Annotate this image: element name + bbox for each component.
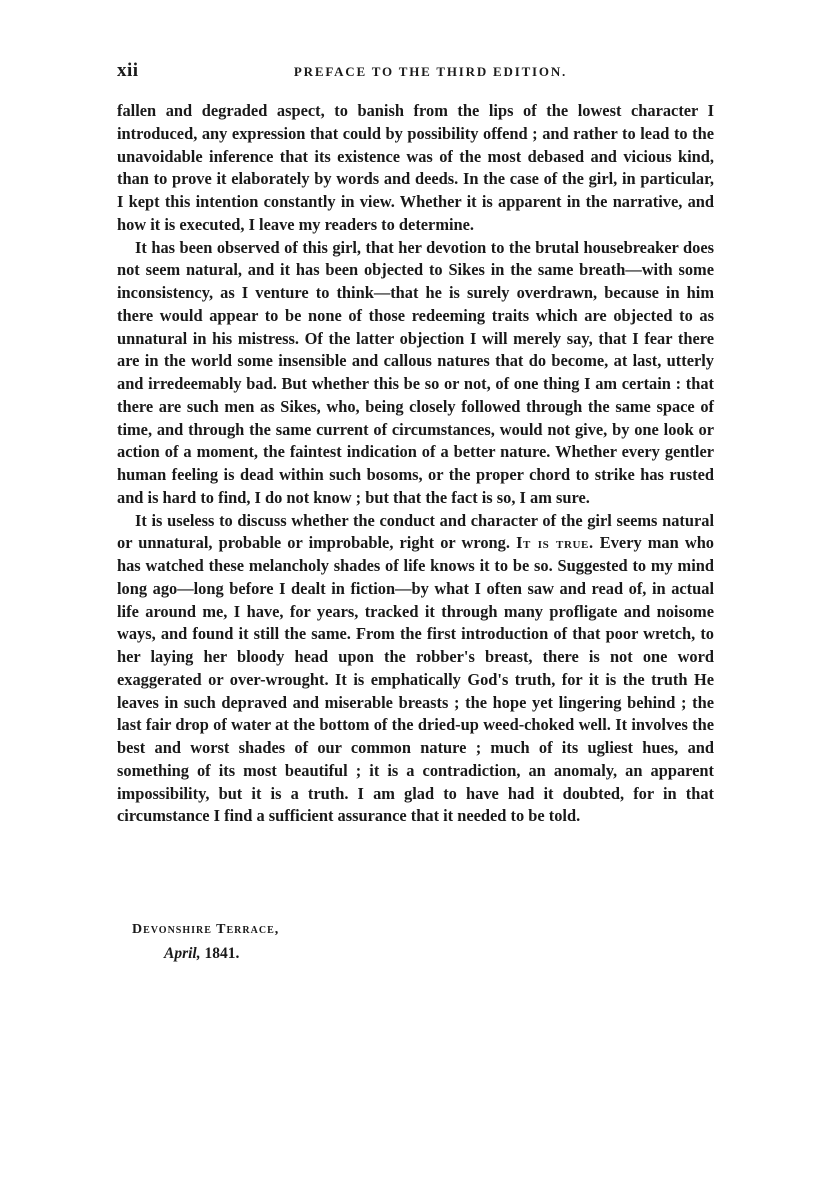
page-number: xii xyxy=(117,60,139,81)
preface-body xyxy=(117,100,714,828)
signature-year: 1841. xyxy=(204,945,240,962)
paragraph-3-text-after: Every man who has watched these melancholy shades of life knows it to be so. Suggested to my mind long ago—long before I dealt in fiction—by what I often saw and read of, in actual life around me, I have, for years, tracked it through many profligate and noisome ways, and found it still the same. From the first introduction of that poor wretch, to her laying her bloody head upon the robber's breast, there is not one word exaggerated or over-wrought. It is emphatically God's truth, for it is the truth He leaves in such depraved and miserable breasts ; the hope yet lingering behind ; the last fair drop of water at the bottom of the dried-up weed-choked well. It involves the best and worst shades of our common nature ; much of its ugliest hues, and something of its most beautiful ; it is a contradiction, an anomaly, an apparent impossibility, but it is a truth. I am glad to have had it doubted, for in that circumstance I find a sufficient assurance that it needed to be told. xyxy=(117,533,715,826)
paragraph-1: fallen and degraded aspect, to banish from the lips of the lowest character I introduced, any expression that could by possibility offend ; and rather to lead to the unavoidable inference that its existence was of the most debased and vicious kind, than to prove it elaborately by words and deeds. In the case of the girl, in particular, I kept this intention constantly in view. Whether it is apparent in the narrative, and how it is executed, I leave my readers to determine. xyxy=(117,101,714,234)
paragraph-3-text-before: It is useless to discuss whether the conduct and character of the girl seems natural or unnatural, probable or improbable, right or wrong. xyxy=(117,510,714,553)
signature-block xyxy=(132,918,279,966)
page-header xyxy=(117,60,714,84)
emphasis-it-is-true: It is true. xyxy=(516,533,594,553)
signature-place: Devonshire Terrace, xyxy=(132,922,280,937)
running-head: PREFACE TO THE THIRD EDITION. xyxy=(293,64,568,79)
paragraph-3 xyxy=(117,510,714,829)
signature-date xyxy=(132,942,279,966)
signature-month: April, xyxy=(164,945,201,962)
paragraph-2: It has been observed of this girl, that her devotion to the brutal housebreaker does not seem natural, and it has been objected to Sikes in the same breath—with some inconsistency, as I venture to think—that he is surely overdrawn, because in him there would appear to be none of those redeeming traits which are objected to as unnatural in his mistress. Of the latter objection I will merely say, that I fear there are in the world some insensible and callous natures that do become, at last, utterly and irredeemably bad. But whether this be so or not, of one thing I am certain : that there are such men as Sikes, who, being closely followed through the same space of time, and through the same current of circumstances, would not give, by one look or action of a moment, the faintest indication of a better nature. Whether every gentler human feeling is dead within such bosoms, or the proper chord to strike has rusted and is hard to find, I do not know ; but that the fact is so, I am sure. xyxy=(117,237,714,507)
